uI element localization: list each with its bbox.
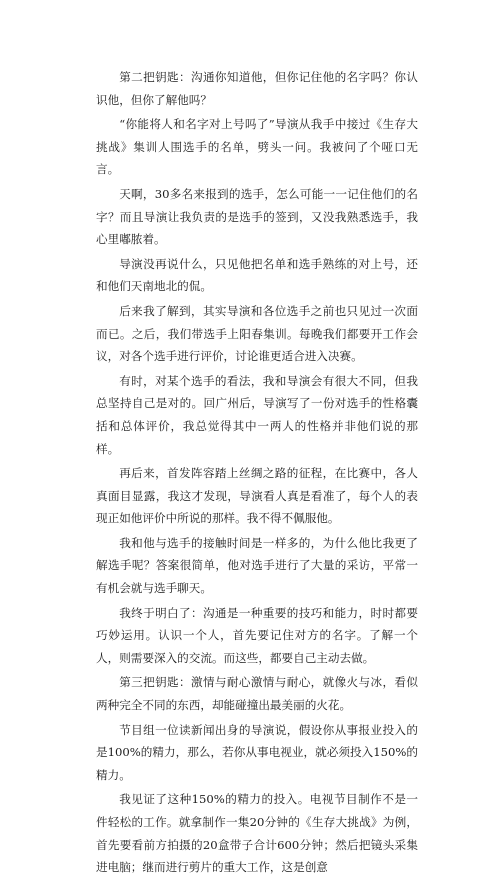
paragraph-production-work: 我见证了这种150%的精力的投入。电视节目制作不是一件轻松的工作。就拿制作一集20分钟的《生存大挑战》为例，首先要看前方拍摄的20盒带子合计600分钟；然后把镜头采集进电脑；继而进行剪片的重大工作，这是创意	[96, 792, 418, 875]
article-body	[96, 66, 418, 879]
paragraph-communication-lesson: 我终于明白了：沟通是一种重要的技巧和能力，时时都要巧妙运用。认识一个人，首先要记住对方的名字。了解一个人，则需要深入的交流。而这些，都要自己主动去做。	[96, 605, 418, 665]
paragraph-key-three: 第三把钥匙：激情与耐心激情与耐心，就像火与冰，看似两种完全不同的东西，却能碰撞出最美丽的火花。	[96, 675, 418, 713]
paragraph-thirty-contestants: 天啊，30多名来报到的选手，怎么可能一一记住他们的名字？而且导演让我负责的是选手的签到，又没我熟悉选手，我心里嘟脓着。	[96, 186, 418, 247]
paragraph-director-chat: 导演没再说什么，只见他把名单和选手熟练的对上号，还和他们天南地北的侃。	[96, 256, 418, 294]
paragraph-key-two: 第二把钥匙：沟通你知道他，但你记住他的名字吗？你认识他，但你了解他吗？	[96, 70, 418, 107]
paragraph-different-views: 有时，对某个选手的看法，我和导演会有很大不同，但我总坚持自己是对的。回广州后，导演写了一份对选手的性格囊括和总体评价，我总觉得其中一两人的性格并非他们说的那样。	[96, 373, 418, 456]
paragraph-yangchun-training: 后来我了解到，其实导演和各位选手之前也只见过一次面而已。之后，我们带选手上阳春集训。每晚我们都要开工作会议，对各个选手进行评价，讨论谁更适合进入决赛。	[96, 303, 418, 364]
paragraph-silk-road: 再后来，首发阵容踏上丝绸之路的征程，在比赛中，各人真面目显露，我这才发现，导演看人真是看准了，每个人的表现正如他评价中所说的那样。我不得不佩服他。	[96, 466, 418, 526]
paragraph-contact-time: 我和他与选手的接触时间是一样多的，为什么他比我更了解选手呢？答案很简单，他对选手进行了大量的采访，平常一有机会就与选手聊天。	[96, 535, 418, 596]
paragraph-effort-percent: 节目组一位读新闻出身的导演说，假设你从事报业投入的是100%的精力，那么，若你从事电视业，就必须投入150%的精力。	[96, 722, 418, 782]
paragraph-director-question: “你能将人和名字对上号吗了”导演从我手中接过《生存大挑战》集训人围选手的名单，劈头一问。我被问了个哑口无言。	[96, 117, 418, 177]
